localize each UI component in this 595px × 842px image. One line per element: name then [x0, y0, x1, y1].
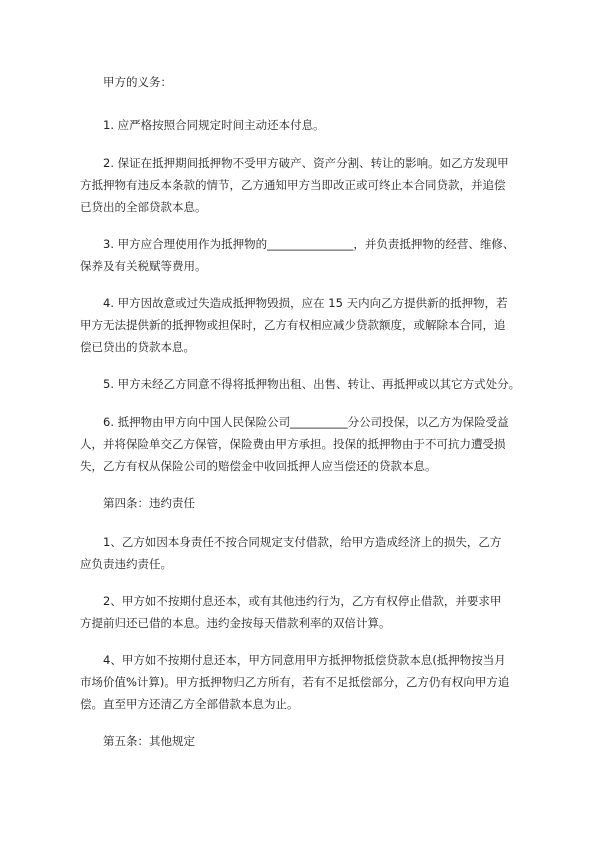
text-line: 1. 应严格按照合同规定时间主动还本付息。 — [103, 118, 325, 132]
text-line: 应负责违约责任。 — [80, 557, 172, 571]
text-line: 1、乙方如因本身责任不按合同规定支付借款，给甲方造成经济上的损失，乙方 — [103, 535, 502, 549]
text-line: 保养及有关税赋等费用。 — [80, 259, 207, 273]
text-line: 第五条：其他规定 — [103, 734, 195, 748]
text-line: 2、甲方如不按期付息还本，或有其他违约行为，乙方有权停止借款，并要求甲 — [103, 594, 502, 608]
paragraph-clause-2 — [80, 152, 525, 218]
text-line: 2. 保证在抵押期间抵押物不受甲方破产、资产分割、转让的影响。如乙方发现甲 — [103, 156, 509, 170]
paragraph-party-a-obligations-heading — [80, 71, 525, 93]
text-line: 4. 甲方因故意或过失造成抵押物毁损，应在 15 天内向乙方提供新的抵押物，若 — [103, 296, 508, 310]
paragraph-clause-1 — [80, 114, 525, 136]
text-line: 3. 甲方应合理使用作为抵押物的_______________，并负责抵押物的经营、维修、 — [103, 237, 515, 251]
text-line: 4、甲方如不按期付息还本，甲方同意用甲方抵押物抵偿贷款本息(抵押物按当月 — [103, 653, 506, 667]
text-line: 方抵押物有违反本条款的情节，乙方通知甲方当即改正或可终止本合同贷款，并追偿 — [80, 178, 506, 192]
text-line: 失，乙方有权从保险公司的赔偿金中收回抵押人应当偿还的贷款本息。 — [80, 459, 437, 473]
text-line: 市场价值%计算)。甲方抵押物归乙方所有，若有不足抵偿部分，乙方仍有权向甲方追 — [80, 675, 510, 689]
text-line: 甲方的义务： — [103, 75, 172, 89]
paragraph-clause-6 — [80, 411, 525, 477]
paragraph-breach-1 — [80, 531, 525, 575]
text-line: 偿。直至甲方还清乙方全部借款本息为止。 — [80, 697, 299, 711]
text-line: 方提前归还已借的本息。违约金按每天借款利率的双倍计算。 — [80, 616, 391, 630]
text-line: 已贷出的全部贷款本息。 — [80, 200, 207, 214]
paragraph-clause-3 — [80, 233, 525, 277]
text-line: 人，并将保险单交乙方保管，保险费由甲方承担。投保的抵押物由于不可抗力遭受损 — [80, 437, 506, 451]
text-line: 5. 甲方未经乙方同意不得将抵押物出租、出售、转让、再抵押或以其它方式处分。 — [103, 377, 521, 391]
text-line: 第四条：违约责任 — [103, 496, 195, 510]
text-line: 甲方无法提供新的抵押物或担保时，乙方有权相应减少贷款额度，或解除本合同，追 — [80, 318, 506, 332]
text-line: 6. 抵押物由甲方向中国人民保险公司__________分公司投保，以乙方为保险受益 — [103, 415, 509, 429]
paragraph-breach-4 — [80, 649, 525, 715]
section-heading-other-provisions — [80, 730, 525, 752]
text-line: 偿已贷出的贷款本息。 — [80, 340, 195, 354]
paragraph-clause-5 — [80, 373, 525, 395]
paragraph-breach-2 — [80, 590, 525, 634]
section-heading-breach-liability — [80, 492, 525, 514]
paragraph-clause-4 — [80, 292, 525, 358]
